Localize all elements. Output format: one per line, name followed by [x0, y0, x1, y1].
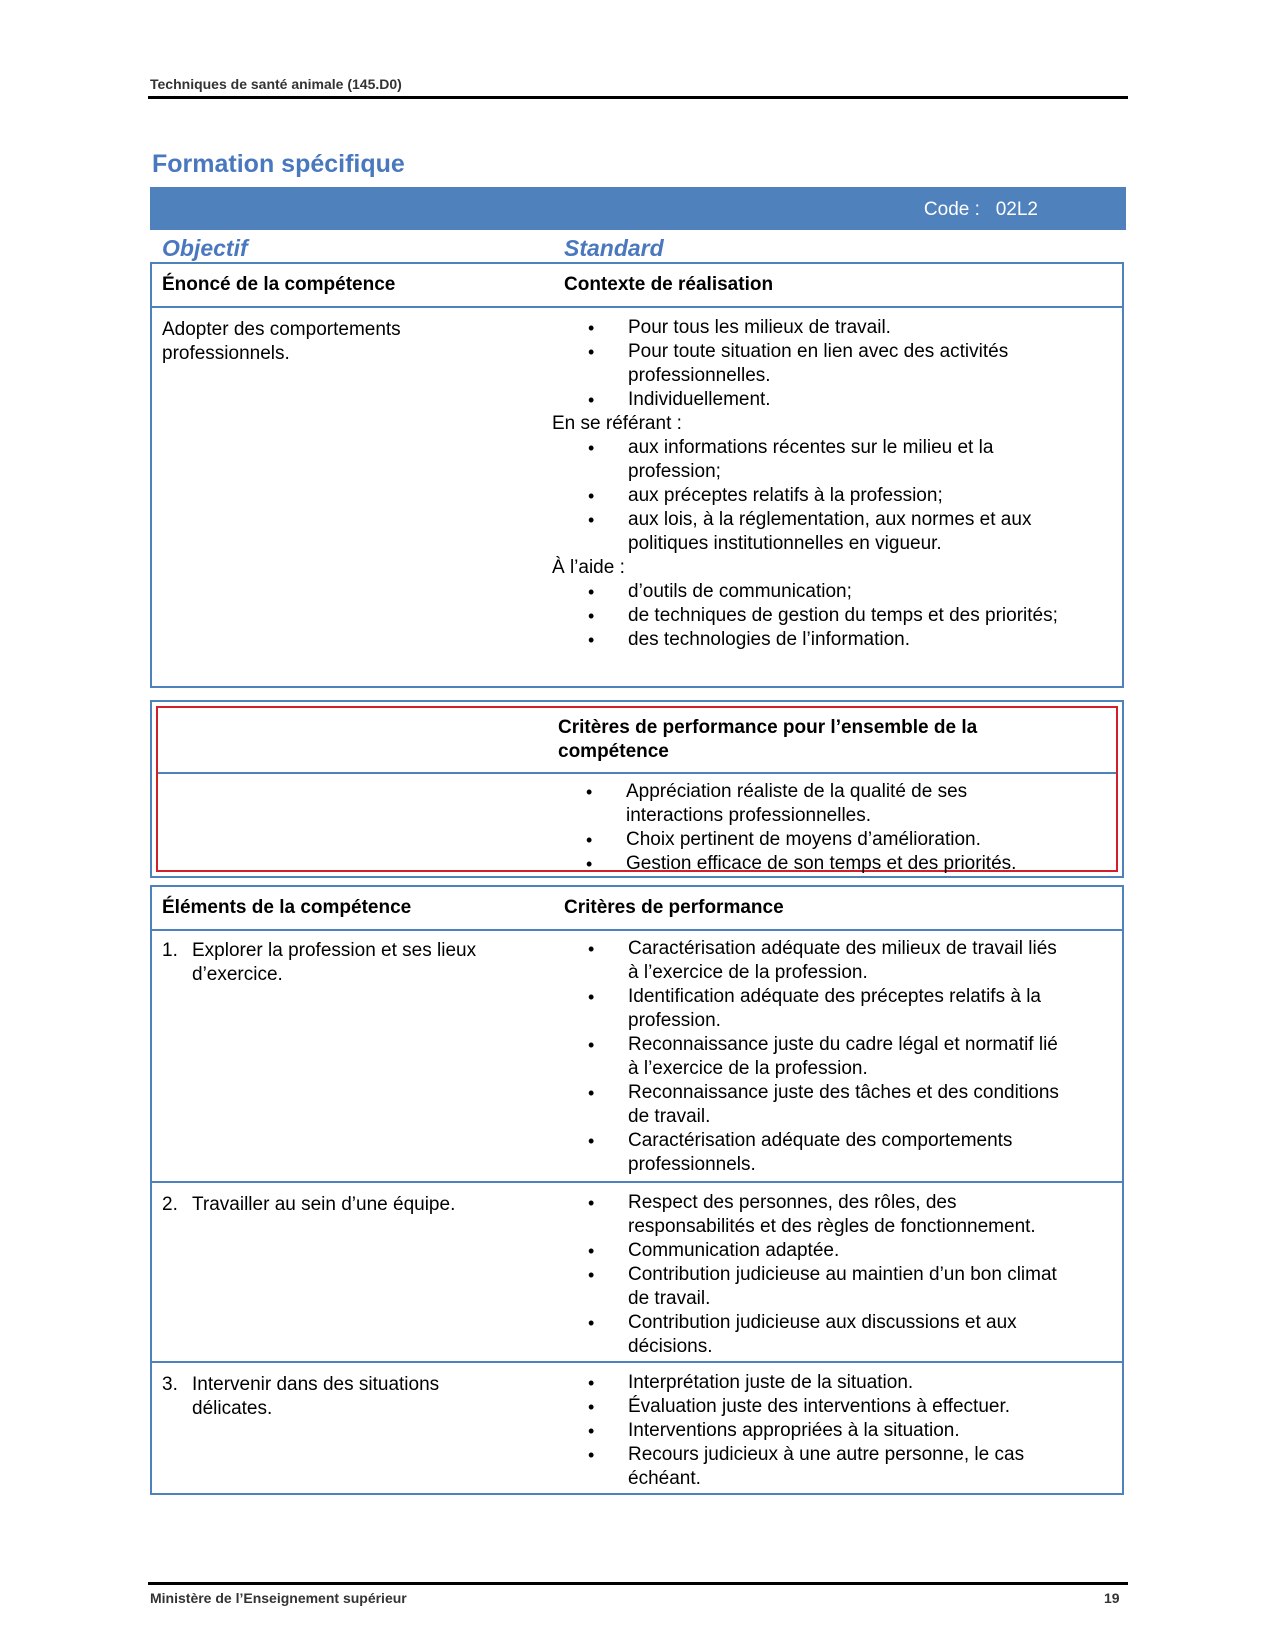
elements-header: Éléments de la compétence [162, 897, 412, 918]
list-item: • Pour tous les milieux de travail. [552, 316, 1062, 340]
list-item: • Identification adéquate des préceptes relatifs à la profession. [552, 985, 1072, 1033]
list-item: • Contribution judicieuse au maintien d’un bon climat de travail. [552, 1263, 1072, 1311]
list-item: • Pour toute situation en lien avec des activités professionnelles. [552, 340, 1062, 388]
list-item: • Respect des personnes, des rôles, des responsabilités et des règles de fonctionnement. [552, 1191, 1072, 1239]
context-subheading: À l’aide : [552, 557, 625, 578]
footer-text: Ministère de l’Enseignement supérieur [150, 1590, 407, 1606]
context-content [552, 316, 1062, 652]
element-1 [162, 939, 502, 987]
overall-criteria-highlight [156, 706, 1118, 872]
statement-header: Énoncé de la compétence [162, 274, 396, 295]
criteria-separator [158, 772, 1116, 774]
statement-context-header-row [152, 264, 1122, 308]
list-item: • d’outils de communication; [552, 580, 1062, 604]
element-number: 1. [162, 940, 178, 961]
element-text: Travailler au sein d’une équipe. [192, 1194, 456, 1215]
list-item: • Recours judicieux à une autre personne, le cas échéant. [552, 1443, 1072, 1491]
criteria-list [552, 937, 1072, 1177]
row-separator [152, 1181, 1122, 1183]
overall-criteria-list [550, 780, 1030, 876]
footer-rule [148, 1582, 1128, 1585]
element-1-criteria [552, 937, 1072, 1177]
list-item: • Appréciation réaliste de la qualité de ses interactions professionnelles. [550, 780, 1030, 828]
page-title: Formation spécifique [152, 150, 405, 178]
criteria-list [552, 1371, 1072, 1491]
overall-criteria-content [550, 780, 1030, 876]
list-item: • Gestion efficace de son temps et des priorités. [550, 852, 1030, 876]
element-3 [162, 1373, 492, 1421]
standard-heading: Standard [564, 235, 664, 261]
header-rule [148, 96, 1128, 99]
list-item: • Choix pertinent de moyens d’amélioration. [550, 828, 1030, 852]
element-text: Explorer la profession et ses lieux d’exercice. [192, 940, 477, 985]
list-item: • aux informations récentes sur le milieu et la profession; [552, 436, 1062, 484]
element-text: Intervenir dans des situations délicates. [192, 1374, 440, 1419]
criteria-list [552, 1191, 1072, 1359]
overall-criteria-header: Critères de performance pour l’ensemble de la compétence [558, 717, 978, 762]
list-item: • Reconnaissance juste des tâches et des conditions de travail. [552, 1081, 1072, 1129]
context-header: Contexte de réalisation [564, 274, 774, 295]
statement-context-table [150, 262, 1124, 688]
list-item: • Reconnaissance juste du cadre légal et normatif lié à l’exercice de la profession. [552, 1033, 1072, 1081]
element-2-criteria [552, 1191, 1072, 1359]
element-number: 2. [162, 1194, 178, 1215]
context-subheading: En se référant : [552, 413, 682, 434]
elements-criteria-header-row [152, 887, 1122, 931]
page-number: 19 [1104, 1590, 1120, 1606]
overall-criteria-table [150, 700, 1124, 878]
element-2 [162, 1193, 502, 1217]
context-list-1 [552, 316, 1062, 412]
list-item: • Contribution judicieuse aux discussions et aux décisions. [552, 1311, 1072, 1359]
list-item: • aux lois, à la réglementation, aux normes et aux politiques institutionnelles en vigueur. [552, 508, 1062, 556]
list-item: • de techniques de gestion du temps et des priorités; [552, 604, 1062, 628]
list-item: • Interventions appropriées à la situation. [552, 1419, 1072, 1443]
objectif-heading: Objectif [162, 235, 248, 261]
list-item: • Caractérisation adéquate des comportements professionnels. [552, 1129, 1072, 1177]
list-item: • des technologies de l’information. [552, 628, 1062, 652]
element-number: 3. [162, 1374, 178, 1395]
list-item: • aux préceptes relatifs à la profession; [552, 484, 1062, 508]
context-list-2 [552, 436, 1062, 556]
list-item: • Caractérisation adéquate des milieux de travail liés à l’exercice de la profession. [552, 937, 1072, 985]
competency-statement: Adopter des comportements professionnels. [162, 319, 401, 364]
elements-criteria-table [150, 885, 1124, 1495]
context-list-3 [552, 580, 1062, 652]
list-item: • Évaluation juste des interventions à effectuer. [552, 1395, 1072, 1419]
list-item: • Communication adaptée. [552, 1239, 1072, 1263]
element-3-criteria [552, 1371, 1072, 1491]
criteria-header: Critères de performance [564, 897, 784, 918]
code-bar [150, 187, 1126, 230]
list-item: • Interprétation juste de la situation. [552, 1371, 1072, 1395]
row-separator [152, 1361, 1122, 1363]
running-header: Techniques de santé animale (145.D0) [150, 76, 402, 92]
list-item: • Individuellement. [552, 388, 1062, 412]
competency-code: Code : 02L2 [923, 199, 1038, 220]
